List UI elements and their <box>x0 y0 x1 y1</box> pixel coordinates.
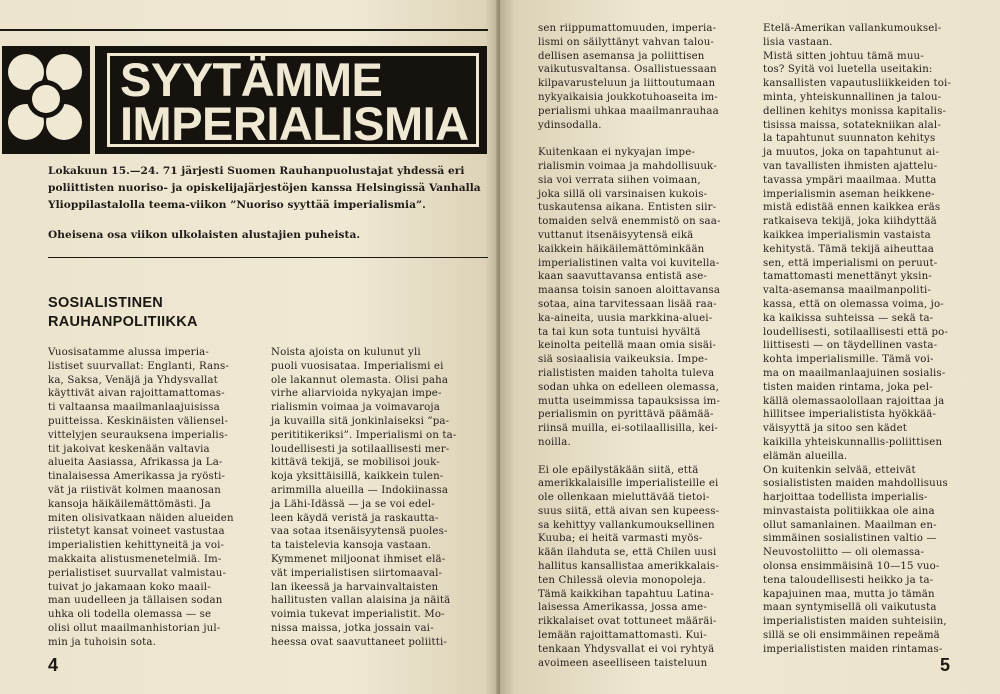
article-line: kilpavarusteluun ja liittoutumaan <box>538 78 716 90</box>
intro-note: Oheisena osa viikon ulkolaisten alustajien puheista. <box>48 229 361 241</box>
article-line: vaikutusvaltansa. Osallistuessaan <box>538 64 717 76</box>
article-line: noilla. <box>538 436 571 448</box>
article-line: la tapahtunut suunnaton kehitys <box>763 133 936 145</box>
article-line: vittelyjen seurauksena imperialis- <box>48 429 228 441</box>
article-line: perialismin on pyrittävä päämää- <box>538 409 714 421</box>
section-heading-line-2: RAUHANPOLITIIKKA <box>48 314 198 330</box>
article-line: kansallisten vapautusliikkeiden toi- <box>763 78 951 90</box>
article-line: loudellisesti, sotilaallisesti että po- <box>763 326 949 338</box>
article-line: Etelä-Amerikan vallankumouksel- <box>763 23 942 34</box>
right-page <box>500 0 1000 694</box>
article-line: Kuitenkaan ei nykyajan impe- <box>538 147 695 159</box>
article-line: sotaa, aina tarvitessaan lisää raa- <box>538 298 717 310</box>
section-heading-line-1: SOSIALISTINEN <box>48 295 164 311</box>
article-line: kassa, että on olemassa voima, jo- <box>763 298 944 310</box>
article-line: heessa ovat saavuttaneet poliitti- <box>271 636 448 648</box>
article-line: sen riippumattomuuden, imperia- <box>538 23 717 34</box>
logo-mark <box>2 46 90 154</box>
article-line: ratkaiseva tekijä, joka kiihdyttää <box>763 216 937 228</box>
article-line: tit jakoivat keskenään valtavia <box>48 443 210 455</box>
article-column-2 <box>271 346 476 650</box>
article-line: kaikilla yhteiskunnallis-poliittisen <box>763 436 943 448</box>
article-line: Tämä kaikkihan tapahtuu Latina- <box>538 588 714 600</box>
article-line: Neuvostoliitto — oli olemassa- <box>763 547 925 559</box>
article-line: koja yksittäisillä, kaikkein tulen- <box>271 471 444 483</box>
page-number-left: 4 <box>48 655 59 675</box>
article-line: perialismi uhkaa maailmanrauhaa <box>538 105 719 117</box>
article-line: amerikkalaisille imperialisteille ei <box>538 478 719 490</box>
article-line: man uudelleen ja tällaisen sodan <box>48 595 223 607</box>
article-line: sen, että imperialismi on peruut- <box>763 257 938 269</box>
article-line: kaikkein häikäilemättöminkään <box>538 243 705 255</box>
section-divider <box>48 257 488 258</box>
article-line: perititikeriksi”. Imperialismi on ta- <box>271 429 457 441</box>
article-line: minvastaista politiikkaa ole aina <box>763 505 935 517</box>
title-banner <box>95 46 487 154</box>
article-line: lisia vastaan. <box>763 36 833 48</box>
article-line: Vuosisatamme alussa imperia- <box>48 347 209 358</box>
article-line: sillä se oli ensimmäinen repeämä <box>763 630 940 642</box>
article-line: uhka oli todella olemassa — se <box>48 609 212 621</box>
article-line: nykyaikaisia joukkotuhoaseita im- <box>538 91 718 103</box>
article-line: loudellisesti ja sotilaallisesti mer- <box>271 443 450 455</box>
article-column-1 <box>48 346 253 650</box>
article-line: tisten maiden rintama, joka pel- <box>763 381 933 393</box>
article-line: tena taloudellisesti heikko ja ta- <box>763 574 934 586</box>
article-line: arimmilla alueilla — Indokiinassa <box>271 484 449 496</box>
article-line: puoli vuosisataa. Imperialismi ei <box>271 360 444 372</box>
article-line: kaikkea imperialismin vastaista <box>763 229 931 241</box>
article-line: virhe aliarvioida nykyajan impe- <box>271 388 442 400</box>
top-rule <box>0 29 488 31</box>
article-line: ta tai kun sota tuntuisi hyvältä <box>538 326 701 338</box>
article-line: imperialismin aseman heikkene- <box>763 188 935 200</box>
article-line: hallitus kansallistaa amerikkalais- <box>538 561 719 573</box>
article-line: minta, yhteiskunnallinen ja talou- <box>763 91 942 103</box>
article-line: puitteissa. Keskinäisten väliensel- <box>48 415 229 427</box>
article-line: ole lakannut olemasta. Olisi paha <box>271 374 449 386</box>
article-line <box>538 450 748 464</box>
article-line: miten olisivatkaan näiden alueiden <box>48 512 234 524</box>
article-line: leen käydä veristä ja raskautta- <box>271 512 439 524</box>
logo-circle-center-inner <box>32 85 60 113</box>
article-line <box>538 132 748 146</box>
article-line: väisyyttä ja sitoo sen kädet <box>763 423 908 435</box>
article-line: elämän alueilla. <box>763 450 848 462</box>
article-line: lan ikeessä ja harvainvaltaisten <box>271 581 439 593</box>
article-line: Kymmenet miljoonat ihmiset elä- <box>271 553 446 565</box>
article-column-3 <box>538 22 748 670</box>
article-line: harjoittaa todellista imperialis- <box>763 492 928 504</box>
article-line: lemään rajoittamattomasti. Kui- <box>538 630 707 642</box>
page-number-right: 5 <box>940 655 951 675</box>
article-line: ja kuvailla sitä jonkinlaiseksi ”pa- <box>271 415 450 427</box>
article-line: vuttanut itsenäisyytensä eikä <box>538 229 694 241</box>
article-line: kään ilahduta se, että Chilen uusi <box>538 547 717 559</box>
article-line: vaa sotaa itsenäisyytensä puoles- <box>271 526 448 538</box>
article-line: ydinsodalla. <box>538 119 602 131</box>
article-line: sia voi verrata siihen voimaan, <box>538 174 701 186</box>
article-line: vät imperialistisen siirtomaaval- <box>271 567 443 579</box>
article-line: tamattomasti menettänyt yksin- <box>763 271 932 283</box>
article-line: olisi ollut maailmanhistorian jul- <box>48 622 221 634</box>
article-line: mistä edistää ennen kaikkea eräs <box>763 202 941 214</box>
article-line: ja muutos, joka on tapahtunut ai- <box>763 147 940 159</box>
article-line: tenkaan Yhdysvallat ei voi ryhtyä <box>538 643 715 655</box>
article-line: hallitusten vallan alaisina ja näitä <box>271 595 451 607</box>
article-line: voimia tukevat imperialistit. Mo- <box>271 609 445 621</box>
intro-line: Lokakuun 15.—24. 71 järjesti Suomen Rauhanpuolustajat yhdessä eri <box>48 165 465 177</box>
article-line: tuskautensa aikana. Entisten siir- <box>538 202 717 214</box>
article-line: kaan saavuttavansa entistä ase- <box>538 271 708 283</box>
article-line: siä sosiaalisia vaikeuksia. Impe- <box>538 354 708 366</box>
article-line: tos? Syitä voi luetella useitakin: <box>763 64 933 76</box>
article-line: perialistiset suurvallat valmistau- <box>48 567 227 579</box>
article-line: kehitystä. Tämä tekijä aiheuttaa <box>763 243 934 255</box>
article-line: Noista ajoista on kulunut yli <box>271 347 421 358</box>
article-line: On kuitenkin selvää, etteivät <box>763 464 916 476</box>
article-line: ten Chilessä olevia monopoleja. <box>538 574 706 586</box>
article-line: avoimeen aseelliseen taisteluun <box>538 657 708 669</box>
title-frame <box>107 53 479 150</box>
article-line: imperialististen maiden rintamas- <box>763 643 943 655</box>
section-heading <box>48 294 348 332</box>
article-line: tuivat jo jakamaan koko maail- <box>48 581 211 593</box>
article-line: liittisesti — on täydellinen vasta- <box>763 340 938 352</box>
article-line: mutta useimmissa tapauksissa im- <box>538 395 721 407</box>
intro-line: Ylioppilastalolla teema-viikon ”Nuoriso syyttää imperialismia”. <box>48 199 426 211</box>
article-line: simmäinen sosialistinen valtio — <box>763 533 937 545</box>
article-line: rialismin voimaa ja voimavaroja <box>271 402 440 414</box>
article-line: laisessa Amerikassa, jossa ame- <box>538 602 707 614</box>
article-line: ka, Saksa, Venäjä ja Yhdysvallat <box>48 374 218 386</box>
article-line: sa kehittyy vallankumouksellinen <box>538 519 715 531</box>
article-line: Mistä sitten johtuu tämä muu- <box>763 50 924 62</box>
intro-line: poliittisten nuoriso- ja opiskelijajärjestöjen kanssa Helsingissä Vanhalla <box>48 182 481 194</box>
article-column-4 <box>763 22 978 657</box>
article-line: Ei ole epäilystäkään siitä, että <box>538 464 699 476</box>
article-line: ka-aineita, uusia markkina-aluei- <box>538 312 713 324</box>
article-line: kittävä tekijä, se mobilisoi jouk- <box>271 457 440 469</box>
article-line: ma on maailmanlaajuinen sosialis- <box>763 367 946 379</box>
article-line: lismi on säilyttänyt vahvan talou- <box>538 36 714 48</box>
article-line: sosialististen maiden mahdollisuus <box>763 478 948 490</box>
article-line: van tavallisten ihmisten ajattelu- <box>763 160 938 172</box>
article-line: rialististen maiden taholta tuleva <box>538 367 715 379</box>
article-line: ta taistelevia kansoja vastaan. <box>271 540 432 552</box>
article-line: makkaita alistusmenetelmiä. Im- <box>48 553 222 565</box>
article-line: maan syntymisellä oli vaikutusta <box>763 602 937 614</box>
article-line: suus siitä, että aivan sen kupeess- <box>538 505 720 517</box>
article-line: dellisen asemansa ja poliittisen <box>538 50 705 62</box>
article-line: imperialististen maiden suhteisiin, <box>763 616 947 628</box>
article-line: riistetyt kansat voineet vastustaa <box>48 526 225 538</box>
article-line: ole ollenkaan mieluttävää tietoi- <box>538 492 710 504</box>
article-line: alueita Aasiassa, Afrikassa ja La- <box>48 457 223 469</box>
article-line: riinsä muilla, ei-sotilaallisilla, kei- <box>538 423 718 435</box>
article-line: käyttivät aivan rajoittamattomas- <box>48 388 225 400</box>
article-line: hillitsee imperialistista hyökkää- <box>763 409 937 421</box>
article-line: imperialistinen valta voi kuvitella- <box>538 257 720 269</box>
article-line: listiset suurvallat: Englanti, Rans- <box>48 360 229 372</box>
article-line: tavassa ympäri maailmaa. Mutta <box>763 174 937 186</box>
article-line: ti valtaansa maailmanlaajuisissa <box>48 402 220 414</box>
article-line: sodan uhka on edelleen olemassa, <box>538 381 719 393</box>
article-line: kansoja häikäilemättömästi. Ja <box>48 498 211 510</box>
logo-disc-grid <box>8 54 84 146</box>
article-line: maansa toisin sanoen aloittavansa <box>538 285 721 297</box>
article-line: keinolta peitellä maan omia sisäi- <box>538 340 717 352</box>
article-line: källä olemassaolollaan rajoittaa ja <box>763 395 945 407</box>
article-line: ollut samanlainen. Maailman en- <box>763 519 937 531</box>
article-line: tisissa maissa, sotatekniikan alal- <box>763 119 941 131</box>
article-line: kohta imperialismille. Tämä voi- <box>763 354 934 366</box>
article-line: vät ja riistivät kolmen maanosan <box>48 484 221 496</box>
article-line: nissa maissa, jotka jossain vai- <box>271 622 434 634</box>
article-line: Kuuba; ei heitä varmasti myös- <box>538 533 703 545</box>
article-line: valta-asemansa maailmanpoliti- <box>763 285 931 297</box>
article-line: joka sillä oli varsinaisen kukois- <box>538 188 708 200</box>
article-line: min ja tuhoisin sota. <box>48 636 156 648</box>
intro-paragraph <box>48 163 488 214</box>
article-line: dellinen kehitys monissa kapitalis- <box>763 105 947 117</box>
article-line: rialismin voimaa ja mahdollisuuk- <box>538 160 717 172</box>
article-line: olonsa ensimmäisinä 10—15 vuo- <box>763 561 940 573</box>
page-title-line-2: IMPERIALISMIA <box>120 97 469 150</box>
page-title-line-1: SYYTÄMME <box>120 53 383 106</box>
article-line: ja Lähi-Idässä — ja se voi edel- <box>271 498 435 510</box>
article-line: tomaiden selvä enemmistö on saa- <box>538 216 721 228</box>
article-line: ka kaikissa suhteissa — sekä ta- <box>763 312 934 324</box>
article-line: rikkalaiset ovat tottuneet määräi- <box>538 616 717 628</box>
article-line: kapajuinen maa, mutta jo tämän <box>763 588 935 600</box>
article-line: imperialistien kehittyneitä ja voi- <box>48 540 225 552</box>
article-line: tinalaisessa Amerikassa ja ryösti- <box>48 471 226 483</box>
